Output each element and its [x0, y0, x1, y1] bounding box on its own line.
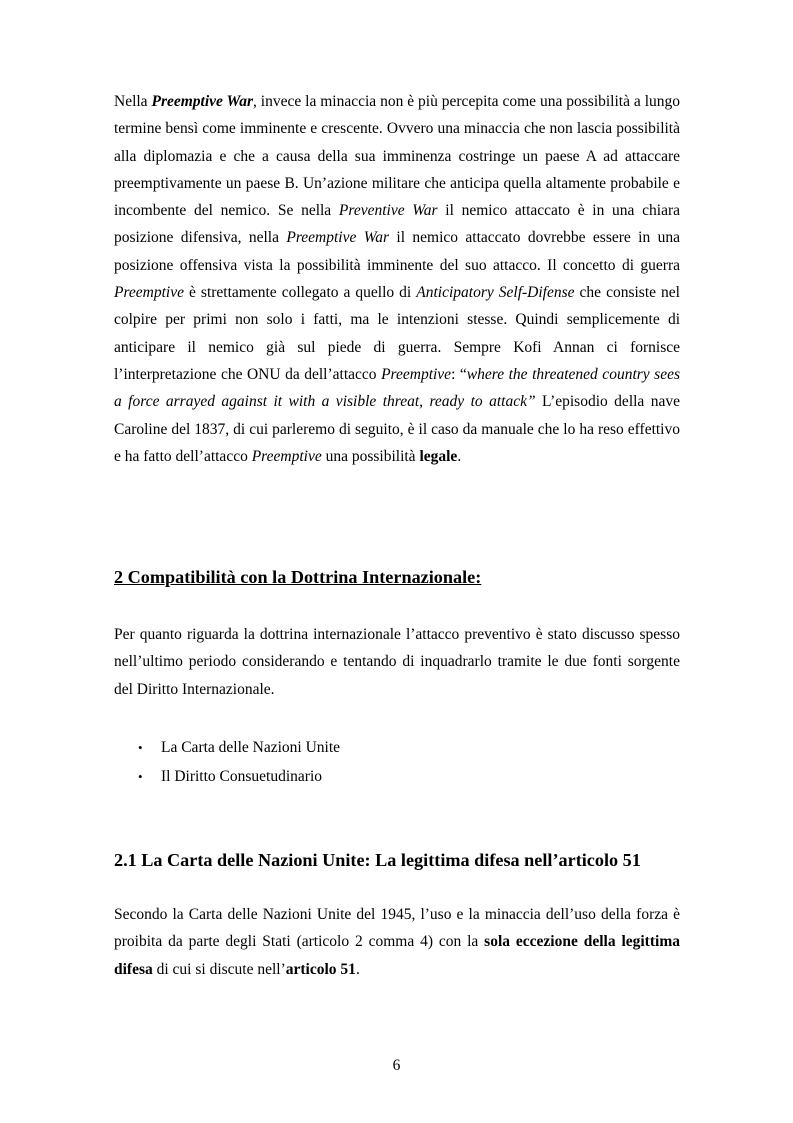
paragraph-carta-onu — [114, 901, 680, 983]
list-item-text: Il Diritto Consuetudinario — [161, 768, 323, 785]
term-preemptive-war: Preemptive War — [151, 93, 253, 110]
paragraph-preemptive-war — [114, 88, 680, 470]
term-anticipatory-self-defense: Anticipatory Self-Difense — [416, 284, 575, 302]
text-run: il nemico attaccato dovrebbe essere in una posizione offensiva vista la possibilità imminente del suo attacco. Il concetto di guerra — [114, 229, 680, 274]
term-preventive-war: Preventive War — [338, 202, 438, 220]
text-run: : “ — [451, 365, 467, 383]
bullet-icon: • — [138, 769, 143, 784]
text-run: . — [355, 960, 360, 978]
term-articolo-51: articolo 51 — [285, 960, 356, 978]
list-item-text: La Carta delle Nazioni Unite — [161, 739, 341, 756]
term-preemptive: Preemptive — [114, 284, 184, 302]
bullet-list — [114, 733, 340, 791]
paragraph-dottrina: Per quanto riguarda la dottrina internazionale l’attacco preventivo è stato discusso spesso nell’ultimo periodo considerando e tentando di inquadrarlo tramite le due fonti sorgente del Diritto Internazionale. — [114, 626, 680, 698]
section-heading-2: 2 Compatibilità con la Dottrina Internazionale: — [114, 567, 482, 587]
page-number: 6 — [392, 1057, 401, 1074]
text-run: il nemico attaccato è in una chiara posizione difensiva, nella — [114, 202, 680, 247]
text-run: . — [457, 447, 462, 465]
term-preemptive-war: Preemptive War — [286, 229, 390, 247]
text-run: una possibilità — [321, 447, 420, 465]
text-run: L’episodio della nave Caroline del 1837, di cui parleremo di seguito, è il caso da manuale che lo ha reso effettivo e ha fatto dell’attacco — [114, 393, 680, 465]
text-run: è strettamente collegato a quello di — [184, 284, 417, 302]
term-preemptive: Preemptive — [251, 447, 322, 465]
term-legittima-difesa: sola eccezione della legittima difesa — [114, 933, 680, 978]
text-run: Nella — [114, 93, 152, 110]
text-run: che consiste nel colpire per primi non solo i fatti, ma le intenzioni stesse. Quindi semplicemente di anticipare il nemico già sul piede di guerra. Sempre Kofi Annan ci fornisce l’interpretazione che ONU da dell’attacco — [114, 284, 680, 383]
term-legale: legale — [419, 447, 458, 465]
list-item — [114, 762, 340, 791]
quote-kofi-annan: where the threatened country sees a force arrayed against it with a visible threat, ready to attack” — [114, 365, 681, 411]
text-run: di cui si discute nell’ — [152, 960, 286, 978]
list-item — [114, 733, 340, 762]
text-run: Secondo la Carta delle Nazioni Unite del 1945, l’uso e la minaccia dell’uso della forza è proibita da parte degli Stati (articolo 2 comma 4) con la — [114, 906, 680, 951]
bullet-icon: • — [138, 740, 143, 755]
term-preemptive: Preemptive — [381, 365, 452, 383]
text-run: , invece la minaccia non è più percepita come una possibilità a lungo termine bensì come imminente e crescente. Ovvero una minaccia che non lascia possibilità alla diplomazia e che a causa della sua imminenza costringe un paese A ad attaccare preemptivamente un paese B. Un’azione militare che anticipa quella altamente probabile e incombente del nemico. Se nella — [114, 93, 680, 220]
section-heading-2-1: 2.1 La Carta delle Nazioni Unite: La legittima difesa nell’articolo 51 — [114, 850, 641, 870]
